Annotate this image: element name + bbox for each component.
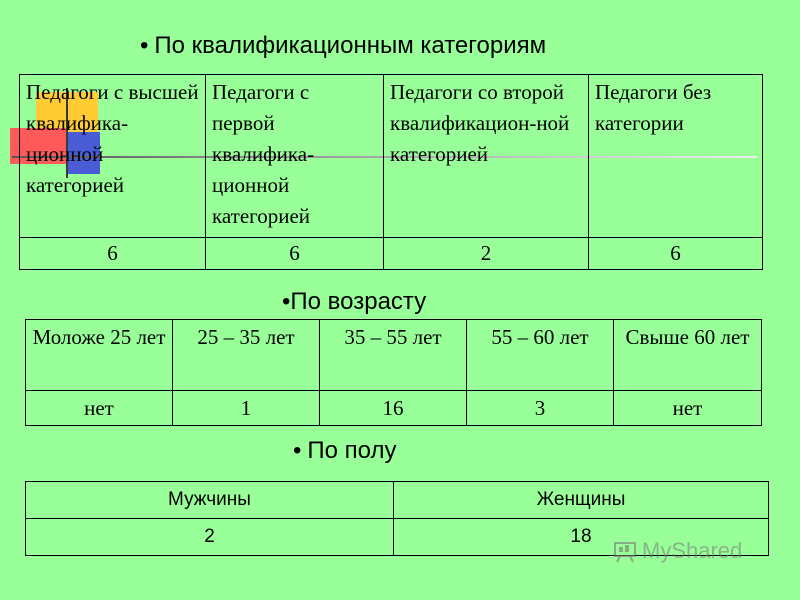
value-cell: нет	[26, 391, 173, 426]
header-cell: Педагоги со второй квалификацион-ной категорией	[384, 75, 589, 238]
table-header-row	[20, 75, 763, 238]
watermark-text: MyShared	[642, 538, 743, 563]
value-cell: 3	[467, 391, 614, 426]
value-cell: 2	[26, 519, 394, 556]
value-cell: нет	[614, 391, 762, 426]
section-heading-age	[282, 288, 426, 316]
header-cell: Педагоги с первой квалифика-ционной категорией	[206, 75, 384, 238]
header-cell: 35 – 55 лет	[320, 320, 467, 391]
header-cell: Женщины	[394, 482, 769, 519]
header-cell: Свыше 60 лет	[614, 320, 762, 391]
section-heading-qualification	[140, 32, 546, 60]
qualification-table	[19, 74, 763, 270]
value-cell: 6	[20, 238, 206, 270]
table-row	[26, 391, 762, 426]
heading-text: По возрасту	[290, 288, 427, 315]
header-cell: Педагоги с высшей квалифика-ционной категорией	[20, 75, 206, 238]
heading-text: По полу	[307, 437, 397, 464]
table-row	[20, 238, 763, 270]
bullet-icon: •	[282, 288, 291, 315]
bullet-icon: •	[293, 437, 302, 464]
age-table	[25, 319, 762, 426]
table-header-row	[26, 320, 762, 391]
header-cell: 25 – 35 лет	[173, 320, 320, 391]
myshared-logo-icon	[612, 541, 638, 563]
header-cell: Педагоги без категории	[589, 75, 763, 238]
bullet-icon: •	[140, 32, 149, 59]
heading-text: По квалификационным категориям	[154, 32, 547, 59]
value-cell: 16	[320, 391, 467, 426]
header-cell: 55 – 60 лет	[467, 320, 614, 391]
value-cell: 18	[394, 519, 769, 556]
header-cell: Мужчины	[26, 482, 394, 519]
watermark	[612, 538, 742, 564]
value-cell: 1	[173, 391, 320, 426]
value-cell: 2	[384, 238, 589, 270]
section-heading-gender	[293, 437, 397, 465]
value-cell: 6	[589, 238, 763, 270]
table-header-row	[26, 482, 769, 519]
value-cell: 6	[206, 238, 384, 270]
header-cell: Моложе 25 лет	[26, 320, 173, 391]
